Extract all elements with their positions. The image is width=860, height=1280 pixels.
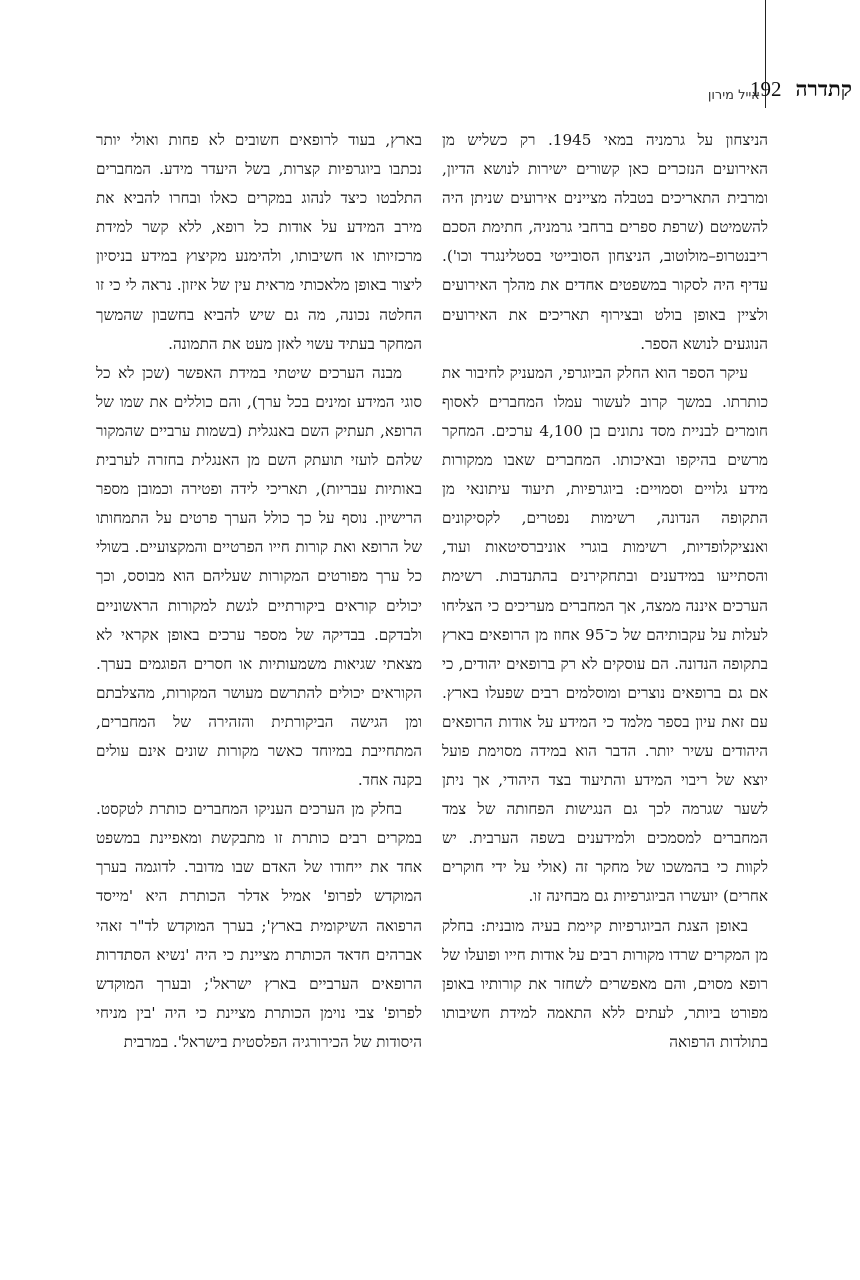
paragraph: הניצחון על גרמניה במאי 1945. רק כשליש מן האירועים הנזכרים כאן קשורים ישירות לנושא הדיון, ומרבית התאריכים בטבלה מציינים אירועים שניתן היה להשמיטם (שרפת ספרים ברחבי גרמניה, חתימת הסכם ריבנטרופ–מולוטוב, הניצחון הסובייטי בסטלינגרד וכו'). עדיף היה לסקור במשפטים אחדים את מהלך האירועים ולציין באופן בולט ובצירוף תאריכים את האירועים הנוגעים לנושא הספר.: [442, 131, 768, 353]
text-column-right: [442, 126, 768, 1136]
journal-title: קתדרה: [795, 76, 852, 101]
paragraph: בחלק מן הערכים העניקו המחברים כותרת לטקסט. במקרים רבים כותרת זו מתבקשת ומאפיינת במשפט אחד את ייחודו של האדם שבו מדובר. לדוגמה בערך המוקדש לפרופ' אמיל אדלר הכותרת היא 'מייסד הרפואה השיקומית בארץ'; בערך המוקדש לד"ר זאהי אברהים חדאד הכותרת מציינת כי היה 'נשיא הסתדרות הרופאים הערביים בארץ ישראל'; ובערך המוקדש לפרופ' צבי נוימן הכותרת מציינת כי היה 'בין מניחי היסודות של הכירורגיה הפלסטית בישראל'. במרבית: [96, 800, 422, 1051]
text-column-left: [96, 126, 422, 1136]
paragraph: בארץ, בעוד לרופאים חשובים לא פחות ואולי יותר נכתבו ביוגרפיות קצרות, בשל היעדר מידע. המחברים התלבטו כיצד לנהוג במקרים כאלו ובחרו להביא את מירב המידע על אודות כל רופא, ללא קשר למידת מרכזיותו או חשיבותו, ולהימנע מקיצוץ במידע בניסיון ליצור באופן מלאכותי מראית עין של איזון. נראה לי כי זו החלטה נכונה, מה גם שיש להביא בחשבון שהמשך המחקר בעתיד עשוי לאזן מעט את התמונה.: [96, 131, 422, 353]
paragraph: באופן הצגת הביוגרפיות קיימת בעיה מובנית: בחלק מן המקרים שרדו מקורות רבים על אודות חייו ופועלו של רופא מסוים, והם מאפשרים לשחזר את קורותיו באופן מפורט ביותר, לעתים ללא התאמה למידת חשיבותו בתולדות הרפואה: [442, 916, 768, 1051]
paragraph: מבנה הערכים שיטתי במידת האפשר (שכן לא כל סוגי המידע זמינים בכל ערך), והם כוללים את שמו של הרופא, תעתיק השם באנגלית (בשמות ערביים שהמקור שלהם לועזי תועתק השם מן האנגלית בחזרה לערבית באותיות עבריות), תאריכי לידה ופטירה וכמובן מספר הרישיון. נוסף על כך כולל הערך פרטים על התמחותו של הרופא ואת קורות חייו הפרטיים והמקצועיים. בשולי כל ערך מפורטים המקורות שעליהם הוא מבוסס, וכך יכולים קוראים ביקורתיים לגשת למקורות הראשוניים ולבדקם. בבדיקה של מספר ערכים באופן אקראי לא מצאתי שגיאות משמעותיות או חסרים הפוגמים בערך. הקוראים יכולים להתרשם מעושר המקורות, מהצלבתם ומן הגישה הביקורתית והזהירה של המחברים, המתחייבת במיוחד כאשר מקורות שונים אינם עולים בקנה אחד.: [96, 363, 422, 790]
author-name: אייל מירון: [707, 88, 760, 103]
page-number: 192: [749, 77, 782, 101]
paragraph: עיקר הספר הוא החלק הביוגרפי, המעניק לחיבור את כותרתו. במשך קרוב לעשור עמלו המחברים לאסוף חומרים לבניית מסד נתונים בן 4,100 ערכים. המחקר מרשים בהיקפו ובאיכותו. המחברים שאבו ממקורות מידע גלויים וסמויים: ביוגרפיות, תיעוד עיתונאי מן התקופה הנדונה, רשימות נפטרים, לקסיקונים ואנציקלופדיות, רשימות בוגרי אוניברסיטאות ועוד, והסתייעו במידענים ובתחקירנים בהתנדבות. רשימת הערכים איננה ממצה, אך המחברים מעריכים כי הצליחו לעלות על עקבותיהם של כ־95 אחוז מן הרופאים בארץ בתקופה הנדונה. הם עוסקים לא רק ברופאים יהודים, כי אם גם ברופאים נוצרים ומוסלמים רבים שפעלו בארץ. עם זאת עיון בספר מלמד כי המידע על אודות הרופאים היהודים עשיר יותר. הדבר הוא במידה מסוימת פועל יוצא של ריבוי המידע והתיעוד בצד היהודי, אך ניתן לשער שגרמה לכך גם הנגישות הפחותה של צמד המחברים למסמכים ולמידענים בשפה הערבית. יש לקוות כי בהמשכו של מחקר זה (אולי על ידי חוקרים אחרים) יועשרו הביוגרפיות גם מבחינה זו.: [442, 363, 768, 906]
